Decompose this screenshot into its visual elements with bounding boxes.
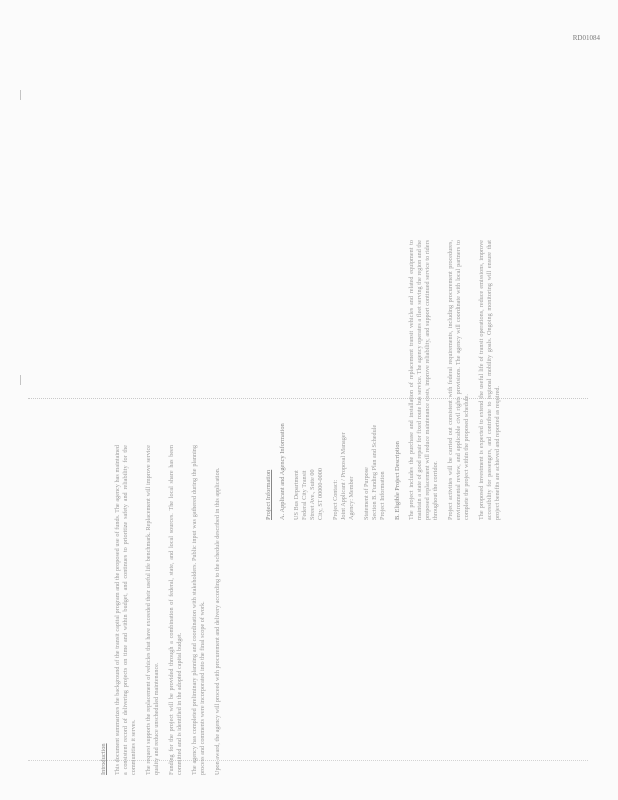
- paragraph: Funding for the project will be provided through a combination of federal, state, and local sources. The local share has been committed and is identified in the adopted capital budget.: [168, 445, 183, 775]
- right-text-column: [265, 240, 509, 520]
- agency-line: City, ST 00000-0000: [317, 468, 324, 520]
- paragraph: The proposed investment is expected to extend the useful life of transit operations, reduce emissions, improve accessibility for passengers, and contribute to regional mobility goals. Ongoing monitoring will ensure that project benefits are achieved and reported as required.: [478, 240, 501, 520]
- margin-mark: [20, 375, 23, 385]
- section-title: Introduction: [100, 743, 107, 775]
- paragraph: The agency has completed preliminary planning and coordination with stakeholders. Public input was gathered during the planning process and comments were incorporated into the final scope of work.: [191, 445, 206, 775]
- paragraph: Upon award, the agency will proceed with procurement and delivery according to the schedule described in this application.: [214, 467, 221, 775]
- margin-mark: [20, 90, 23, 100]
- contact-line: Agency: Member: [348, 476, 355, 520]
- page-label: RD01084: [572, 34, 600, 42]
- date-block: [363, 240, 387, 520]
- paragraph: The project includes the purchase and installation of replacement transit vehicles and related equipment to maintain a state of good repair for fixed route bus service. The agency operates a fleet serving the region and the proposed replacement will reduce maintenance costs, improve reliability, and support continued service to riders throughout the corridor.: [408, 240, 439, 520]
- subsection-title: A. Applicant and Agency Information: [279, 423, 286, 520]
- agency-line: Federal City Transit: [301, 470, 308, 520]
- date-line: Section B. Funding Plan and Schedule: [371, 424, 378, 520]
- paragraph: The request supports the replacement of vehicles that have exceeded their useful life benchmark. Replacement will improve service quality and reduce unscheduled maintenance.: [145, 445, 160, 775]
- contact-line: Project Contact:: [332, 479, 339, 520]
- contact-block: [332, 240, 356, 520]
- date-line: Statement of Purpose: [363, 467, 370, 520]
- left-text-column: [100, 445, 229, 775]
- agency-line: Street Ave., Suite 00: [309, 469, 316, 520]
- paragraph: Project activities will be carried out consistent with federal requirements, including procurement procedures, environmental review, and applicable civil rights provisions. The agency will coordinate with local partners to complete the project within the proposed schedule.: [447, 240, 470, 520]
- subsection-title: B. Eligible Project Description: [394, 441, 401, 520]
- section-title: Project Information: [265, 469, 272, 520]
- date-line: Project Information: [379, 471, 386, 520]
- contact-line: Joint Applicant / Proposal Manager: [340, 432, 347, 520]
- paragraph: This document summarizes the background of the transit capital program and the proposed use of funds. The agency has maintained a consistent record of delivering projects on time and within budget, and continues to prioritize safety and reliability for the communities it serves.: [114, 445, 137, 775]
- agency-line: US Bus Department: [293, 470, 300, 520]
- agency-block: [293, 240, 325, 520]
